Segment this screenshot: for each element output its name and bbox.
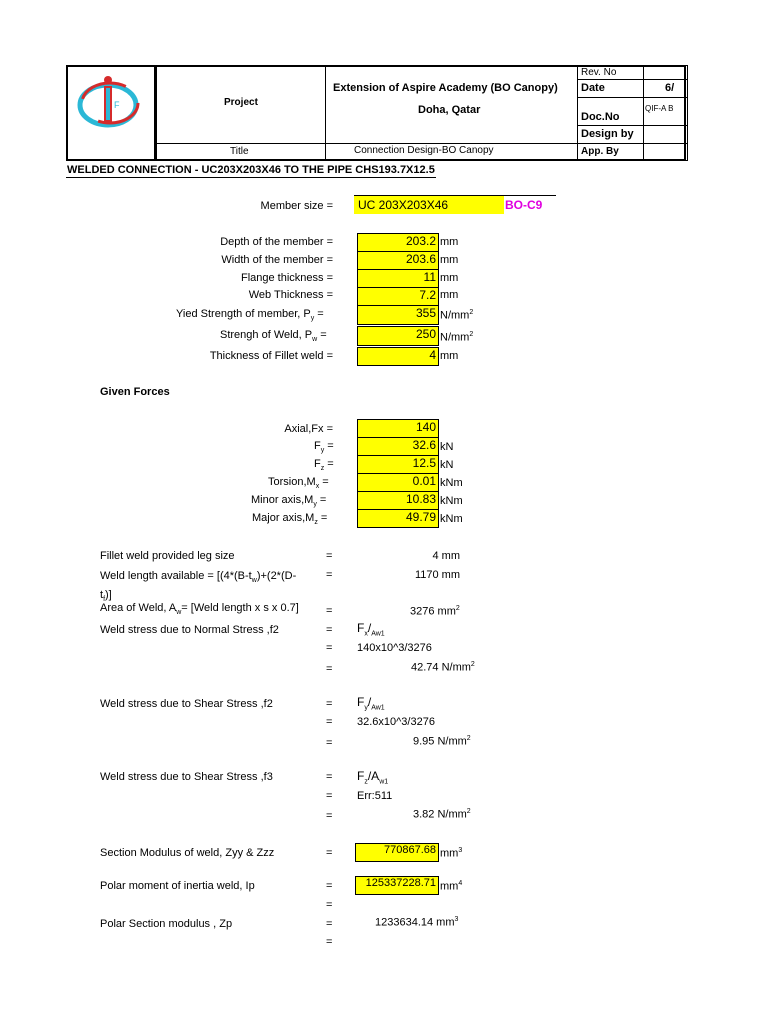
fillet-unit: mm [440, 350, 459, 362]
f2b-eq: = [326, 698, 333, 710]
pw-label-text: Strengh of Weld, P [220, 329, 313, 341]
fy-label: $F_y$ = [314, 440, 334, 455]
zp-label: Polar Section modulus , Zp [100, 918, 233, 930]
z-value: 770867.68 [355, 843, 439, 862]
f3-formula: $F_z/A_{w1}$ [357, 769, 389, 786]
f2b-eq-3: = [326, 737, 333, 749]
pw-unit-text: N/mm [440, 331, 470, 344]
py-label-sub: y [310, 315, 315, 323]
f3-expr: Err:511 [357, 790, 393, 802]
fy-unit: kN [440, 441, 454, 453]
svg-text:F: F [114, 100, 120, 110]
project-location: Doha, Qatar [418, 104, 481, 116]
doc-no-label: Doc.No [581, 111, 620, 123]
mz-unit: kNm [440, 513, 463, 525]
fillet-value: 4 [357, 347, 439, 366]
len-eq: = [326, 569, 333, 581]
mz-label-text: Major axis,M [252, 512, 315, 524]
py-label: Yied Strength of member, $P_y$ = [176, 308, 324, 323]
ip-unit-text: mm [440, 880, 459, 893]
f2b-formula: $F_y/_{Aw1}$ [357, 695, 385, 712]
fy-value: 32.6 [357, 437, 439, 456]
web-unit: mm [440, 289, 459, 301]
f2-eq-2: = [326, 642, 333, 654]
fz-unit: kN [440, 459, 454, 471]
leg-eq: = [326, 550, 333, 562]
flange-value: 11 [357, 269, 439, 288]
heading-underline [66, 177, 436, 178]
len-label: Weld length available = [($4*(B-t_w)+(2*(D-$ $t_f$)] [100, 570, 297, 604]
ip-eq: = [326, 880, 333, 892]
ip-unit: $mm^4$ [440, 880, 463, 893]
section-heading: WELDED CONNECTION - UC203X203X46 TO THE PIPE CHS193.7X12.5 [67, 164, 435, 176]
project-label: Project [224, 97, 258, 108]
mz-label: Major $axis,M_z$ = [252, 512, 328, 527]
len-label-2: )+(2*(D- [256, 570, 297, 582]
pw-label: Strengh of Weld, $P_w$ = [220, 329, 327, 344]
flange-label: Flange thickness = [240, 272, 333, 284]
z-unit-text: mm [440, 847, 459, 860]
date-value: 6/ [665, 82, 675, 94]
py-unit: $N/mm^2$ [440, 309, 474, 322]
fz-label: $F_z$ = [314, 458, 334, 473]
f2-eq-3: = [326, 663, 333, 675]
doc-no-value: QIF-A B [645, 104, 674, 113]
fz-value: 12.5 [357, 455, 439, 474]
zp-value: 1233634.14 $mm^3$ [375, 916, 459, 929]
my-label-text: Minor axis,M [251, 494, 314, 506]
my-value: 10.83 [357, 491, 439, 510]
pw-value: 250 [357, 326, 439, 346]
member-size-value: UC 203X203X46 [358, 198, 449, 212]
f3-eq: = [326, 771, 333, 783]
member-size-topline [354, 195, 556, 196]
company-logo [72, 72, 148, 134]
zp-eq: = [326, 918, 333, 930]
design-by-label: Design by [581, 128, 634, 140]
pw-label-sub: w [312, 336, 318, 344]
date-label: Date [581, 82, 605, 94]
mx-value: 0.01 [357, 473, 439, 492]
member-size-label: Member size = [260, 200, 333, 212]
design-value-cell [643, 125, 688, 144]
f2-value: 42.74 $N/mm^2$ [411, 661, 475, 674]
mx-label: $Torsion,M_x$ = [268, 476, 329, 491]
f2-label: Weld stress due to Normal Stress ,f2 [100, 624, 279, 636]
area-eq: = [326, 605, 333, 617]
leg-label: Fillet weld provided leg size [100, 550, 235, 562]
my-unit: kNm [440, 495, 463, 507]
axial-value: 140 [357, 419, 439, 438]
zp-eq-2: = [326, 936, 333, 948]
ip-label: Polar moment of inertia weld, Ip [100, 880, 255, 892]
area-value-text: 3276 mm [410, 605, 456, 618]
width-unit: mm [440, 254, 459, 266]
f2-formula: $F_x/_{Aw1}$ [357, 621, 385, 638]
len-label-1: Weld length available = [(4*(B-t [100, 570, 252, 582]
depth-unit: mm [440, 236, 459, 248]
app-value-cell [643, 143, 688, 161]
ip-value: 125337228.71 [355, 876, 439, 895]
forces-heading: Given Forces [100, 386, 170, 398]
mx-label-text: Torsion,M [268, 476, 316, 488]
f2b-value: 9.95 $N/mm^2$ [413, 735, 471, 748]
ip-eq-2: = [326, 899, 333, 911]
project-name: Extension of Aspire Academy (BO Canopy) [333, 82, 558, 94]
depth-value: 203.2 [357, 233, 439, 252]
f3-value-text: 3.82 N/mm [413, 808, 467, 821]
f2b-eq-2: = [326, 716, 333, 728]
mz-value: 49.79 [357, 509, 439, 528]
z-eq: = [326, 847, 333, 859]
web-value: 7.2 [357, 287, 439, 306]
f3-eq-2: = [326, 790, 333, 802]
rev-value-cell [643, 65, 688, 80]
app-by-label: App. By [581, 146, 619, 157]
pw-unit: $N/mm^2$ [440, 331, 474, 344]
f3-label: Weld stress due to Shear Stress ,f3 [100, 771, 273, 783]
member-ref-code: BO-C9 [505, 198, 543, 212]
title-value: Connection Design-BO Canopy [354, 145, 494, 156]
f2b-value-text: 9.95 N/mm [413, 735, 467, 748]
area-label: Area of Weld, $A_w=$ [Weld length x s x 0.7] [100, 602, 299, 617]
f3-eq-3: = [326, 810, 333, 822]
depth-label: Depth of the member = [220, 236, 333, 248]
web-label: Web Thickness = [248, 289, 333, 301]
axial-label: Axial,Fx = [284, 423, 333, 435]
len-label-3: )] [105, 589, 112, 602]
f3-value: 3.82 $N/mm^2$ [413, 808, 471, 821]
area-label-text-2: = [Weld length x s x 0.7] [181, 602, 299, 614]
f2b-label: Weld stress due to Shear Stress ,f2 [100, 698, 273, 710]
mx-unit: kNm [440, 477, 463, 489]
leg-value: 4 mm [432, 550, 460, 562]
zp-value-text: 1233634.14 mm [375, 916, 455, 929]
z-unit: $mm^3$ [440, 847, 463, 860]
f2b-expr: 32.6x10^3/3276 [357, 716, 435, 728]
area-label-text: Area of Weld, A [100, 602, 177, 614]
area-value: 3276 $mm^2$ [410, 605, 460, 618]
z-label: Section Modulus of weld, Zyy & Zzz [100, 847, 275, 859]
py-value: 355 [357, 305, 439, 325]
f2-eq: = [326, 624, 333, 636]
f2-value-text: 42.74 N/mm [411, 661, 471, 674]
rev-no-label: Rev. No [581, 67, 617, 78]
len-value: 1170 mm [414, 569, 460, 581]
fillet-label: Thickness of Fillet weld = [209, 350, 333, 362]
f2-expr: 140x10^3/3276 [357, 642, 432, 654]
title-label: Title [230, 146, 249, 157]
width-label: Width of the member = [221, 254, 333, 266]
py-label-text: Yied Strength of member, P [176, 308, 311, 320]
flange-unit: mm [440, 272, 459, 284]
py-unit-text: N/mm [440, 309, 470, 322]
my-label: Minor $axis,M_y$ = [251, 494, 327, 509]
width-value: 203.6 [357, 251, 439, 270]
